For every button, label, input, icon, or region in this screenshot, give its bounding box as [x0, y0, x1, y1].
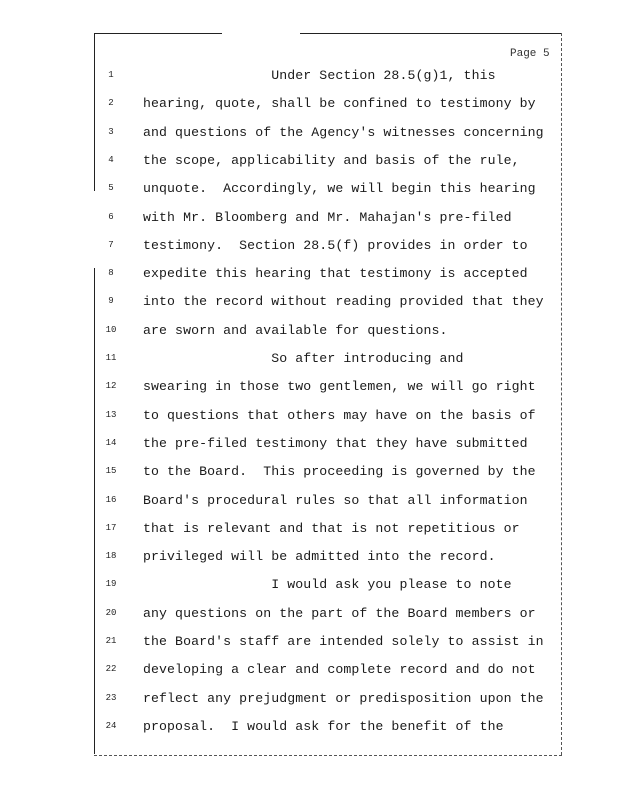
line-number: 2	[108, 98, 114, 109]
transcript-line: unquote. Accordingly, we will begin this hearing	[143, 181, 536, 197]
line-number: 23	[105, 692, 117, 703]
line-number: 24	[105, 720, 117, 731]
line-number: 16	[105, 494, 117, 505]
transcript-line: any questions on the part of the Board members or	[143, 605, 536, 621]
line-number: 9	[108, 296, 114, 307]
line-number: 6	[108, 211, 114, 222]
transcript-line: to questions that others may have on the basis of	[143, 407, 536, 423]
line-number: 8	[108, 268, 114, 279]
line-number: 22	[105, 664, 117, 675]
transcript-line: So after introducing and	[143, 351, 464, 366]
transcript-line: and questions of the Agency's witnesses concerning	[143, 124, 544, 140]
transcript-line: the scope, applicability and basis of the rule,	[143, 152, 520, 168]
line-number: 10	[105, 324, 117, 335]
transcript-line: the Board's staff are intended solely to assist in	[143, 634, 544, 649]
transcript-line: hearing, quote, shall be confined to testimony by	[143, 96, 536, 112]
transcript-line: swearing in those two gentlemen, we will go right	[143, 379, 536, 395]
page-border-top-right	[300, 33, 562, 34]
line-number: 15	[105, 466, 117, 477]
line-number: 20	[105, 607, 117, 618]
page-number: Page 5	[510, 48, 550, 60]
transcript-line: into the record without reading provided that they	[143, 294, 544, 310]
transcript-line: with Mr. Bloomberg and Mr. Mahajan's pre-filed	[143, 209, 512, 225]
transcript-line: to the Board. This proceeding is governed by the	[143, 464, 536, 480]
line-number: 4	[108, 154, 114, 165]
line-number: 3	[108, 126, 114, 137]
line-number: 12	[105, 381, 117, 392]
transcript-line: Under Section 28.5(g)1, this	[143, 68, 496, 83]
transcript-line: developing a clear and complete record and do not	[143, 662, 536, 678]
transcript-line: expedite this hearing that testimony is accepted	[143, 266, 528, 282]
transcript-line: reflect any prejudgment or predisposition upon the	[143, 690, 544, 706]
line-number: 13	[105, 409, 117, 420]
page-border-left-lower	[94, 268, 95, 754]
line-number: 14	[105, 437, 117, 448]
transcript-line: testimony. Section 28.5(f) provides in order to	[143, 237, 528, 253]
line-number: 17	[105, 522, 117, 533]
line-number: 11	[105, 353, 117, 363]
page-border-bottom	[94, 755, 562, 756]
transcript-line: Board's procedural rules so that all information	[143, 492, 528, 508]
transcript-line: are sworn and available for questions.	[143, 322, 448, 338]
transcript-line: the pre-filed testimony that they have submitted	[143, 435, 528, 451]
page-border-top-left	[94, 33, 222, 34]
transcript-line: privileged will be admitted into the record.	[143, 549, 496, 565]
line-number: 5	[108, 183, 114, 194]
transcript-line: I would ask you please to note	[143, 577, 512, 593]
line-number: 18	[105, 551, 117, 562]
transcript-line: proposal. I would ask for the benefit of the	[143, 718, 504, 734]
line-number: 7	[108, 239, 114, 250]
page-border-right	[561, 33, 562, 755]
line-number: 19	[105, 579, 117, 590]
transcript-line: that is relevant and that is not repetitious or	[143, 520, 520, 536]
line-number: 21	[105, 636, 117, 646]
page-border-left-upper	[94, 33, 95, 191]
line-number: 1	[108, 70, 114, 80]
